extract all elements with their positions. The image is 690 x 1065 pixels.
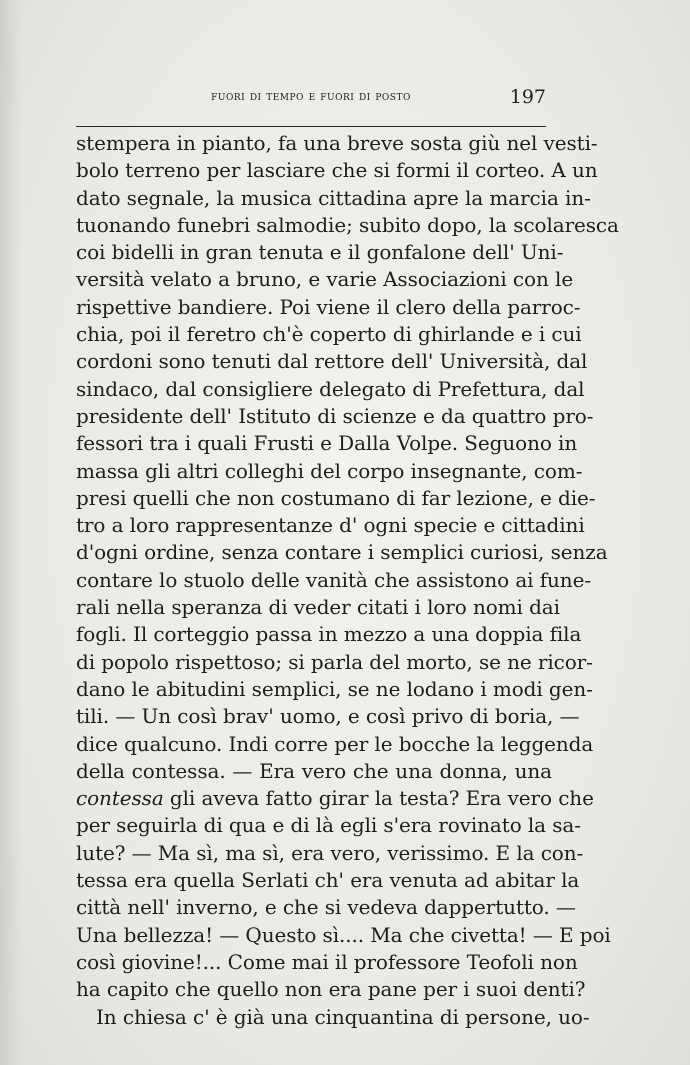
text-line: stempera in pianto, fa una breve sosta giù nel vesti-	[76, 131, 598, 155]
text-line: lute? — Ma sì, ma sì, era vero, verissimo. E la con-	[76, 840, 584, 865]
text-line: tili. — Un così brav' uomo, e così privo di boria, —	[76, 704, 580, 729]
text-line: chia, poi il feretro ch'è coperto di ghirlande e i cui	[76, 322, 582, 347]
text-line: coi bidelli in gran tenuta e il gonfalone dell' Uni-	[76, 240, 564, 265]
text-line: presi quelli che non costumano di far lezione, e die-	[76, 485, 596, 510]
text-line: Una bellezza! — Questo sì.... Ma che civetta! — E poi	[76, 922, 611, 947]
text-line: contare lo stuolo delle vanità che assistono ai fune-	[76, 567, 591, 592]
page-number: 197	[509, 86, 546, 108]
text-line: dano le abitudini semplici, se ne lodano i modi gen-	[76, 676, 593, 701]
text-line: sindaco, dal consigliere delegato di Prefettura, dal	[76, 376, 585, 401]
text-line: dato segnale, la musica cittadina apre la marcia in-	[76, 185, 591, 210]
text-line: d'ogni ordine, senza contare i semplici curiosi, senza	[76, 540, 608, 565]
text-line: rali nella speranza di veder citati i loro nomi dai	[76, 595, 560, 620]
text-line: rispettive bandiere. Poi viene il clero della parroc-	[76, 294, 581, 319]
text-line: della contessa. — Era vero che una donna, una	[76, 758, 552, 783]
text-line: tro a loro rappresentanze d' ogni specie e cittadini	[76, 513, 585, 538]
running-title: fuori di tempo e fuori di posto	[211, 89, 411, 104]
text-line: tuonando funebri salmodie; subito dopo, la scolaresca	[76, 212, 619, 237]
text-line: presidente dell' Istituto di scienze e da quattro pro-	[76, 403, 594, 428]
text-line: ha capito che quello non era pane per i suoi denti?	[76, 977, 586, 1002]
text-line: versità velato a bruno, e varie Associazioni con le	[76, 267, 574, 292]
text-line-paragraph-start: In chiesa c' è già una cinquantina di persone, uo-	[96, 1004, 590, 1029]
text-line: cordoni sono tenuti dal rettore dell' Università, dal	[76, 349, 588, 374]
italic-word: contessa	[76, 786, 164, 811]
text-line: bolo terreno per lasciare che si formi il corteo. A un	[76, 158, 598, 183]
text-line: di popolo rispettoso; si parla del morto, se ne ricor-	[76, 649, 593, 674]
text-line: per seguirla di qua e di là egli s'era rovinato la sa-	[76, 813, 581, 838]
body-text	[76, 130, 619, 1031]
header-rule	[76, 126, 546, 127]
text-line: tessa era quella Serlati ch' era venuta ad abitar la	[76, 868, 580, 893]
text-line: massa gli altri colleghi del corpo insegnante, com-	[76, 458, 583, 483]
text-line: dice qualcuno. Indi corre per le bocche la leggenda	[76, 731, 594, 756]
gutter-shadow	[0, 0, 22, 1065]
running-head	[76, 86, 546, 111]
text-line: fogli. Il corteggio passa in mezzo a una doppia fila	[76, 622, 582, 647]
text-line: così giovine!... Come mai il professore Teofoli non	[76, 949, 578, 974]
text-line: città nell' inverno, e che si vedeva dappertutto. —	[76, 895, 576, 920]
text-line-rest: gli aveva fatto girar la testa? Era vero che	[169, 786, 594, 811]
text-line-with-italic	[76, 785, 594, 812]
text-line: fessori tra i quali Frusti e Dalla Volpe. Seguono in	[76, 431, 578, 456]
